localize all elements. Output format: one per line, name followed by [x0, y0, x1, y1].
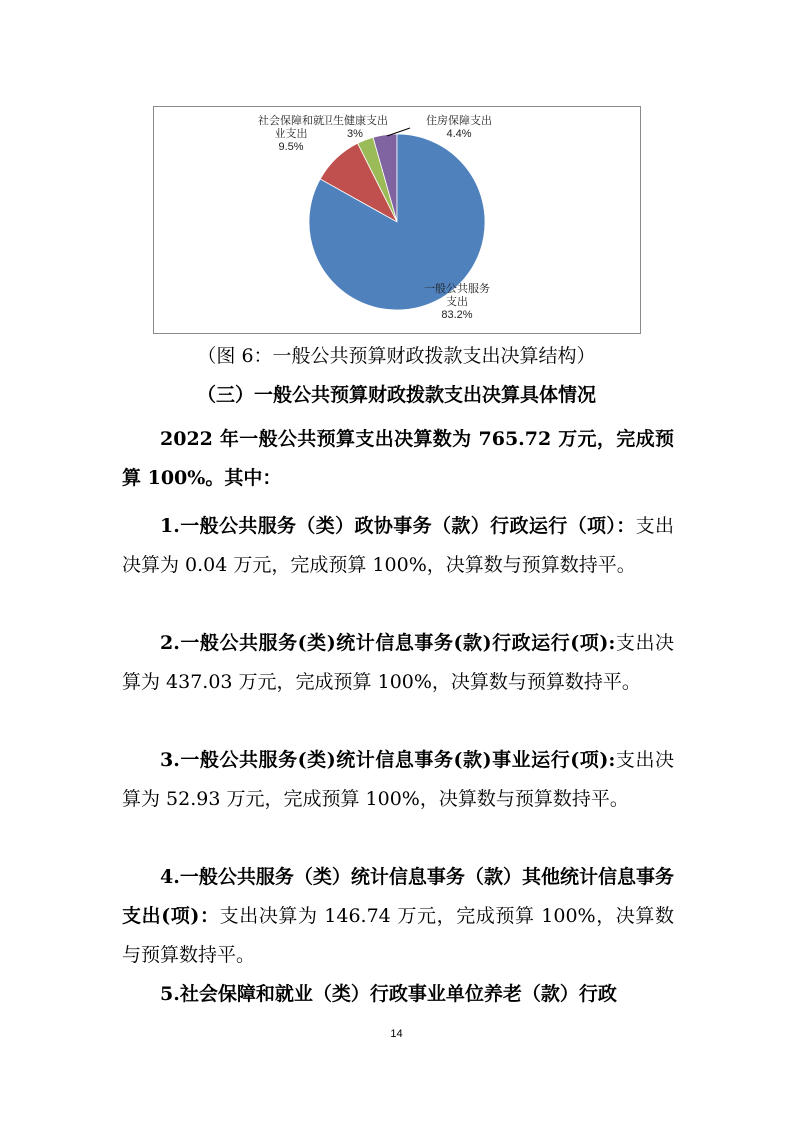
pie-chart: [153, 106, 641, 334]
item-paragraph-3: [122, 741, 674, 819]
label-general-line2: 支出: [446, 296, 468, 308]
label-general-line1: 一般公共服务: [424, 283, 490, 295]
item-1-body: 支出决算为 0.04 万元，完成预算 100%，决算数与预算数持平。: [122, 515, 674, 576]
intro-text: 2022 年一般公共预算支出决算数为 765.72 万元，完成预算 100%。其中：: [122, 428, 674, 489]
item-2-body: 支出决算为 437.03 万元，完成预算 100%，决算数与预算数持平。: [122, 632, 674, 693]
item-4-body: 支出决算为 146.74 万元，完成预算 100%，决算数与预算数持平。: [122, 905, 675, 966]
label-housing: [426, 115, 492, 141]
label-general: [424, 283, 490, 322]
label-social: [258, 115, 324, 154]
item-paragraph-4: [122, 858, 674, 975]
figure-caption: （图 6：一般公共预算财政拨款支出决算结构）: [197, 345, 596, 367]
label-general-pct: 83.2%: [441, 309, 473, 321]
label-social-pct: 9.5%: [278, 141, 304, 153]
label-health: [322, 115, 388, 141]
label-social-line2: 业支出: [274, 128, 308, 140]
item-1-title: 1.一般公共服务（类）政协事务（款）行政运行（项）：: [160, 515, 636, 537]
item-2-title: 2.一般公共服务(类)统计信息事务(款)行政运行(项):: [160, 632, 616, 654]
item-paragraph-2: [122, 624, 674, 702]
pie-chart-svg: [154, 107, 642, 335]
label-social-line1: 社会保障和就: [258, 115, 324, 127]
page-number: 14: [390, 1028, 403, 1040]
item-3-body: 支出决算为 52.93 万元，完成预算 100%，决算数与预算数持平。: [122, 749, 674, 810]
label-health-line1: 卫生健康支出: [322, 115, 388, 127]
item-5-title: 5.社会保障和就业（类）行政事业单位养老（款）行政: [160, 983, 617, 1005]
label-health-pct: 3%: [347, 128, 363, 140]
item-paragraph-1: [122, 507, 674, 585]
item-paragraph-5: [122, 975, 674, 1014]
label-housing-pct: 4.4%: [446, 128, 472, 140]
item-3-title: 3.一般公共服务(类)统计信息事务(款)事业运行(项):: [160, 749, 616, 771]
intro-paragraph: [122, 420, 674, 498]
item-4-title: 4.一般公共服务（类）统计信息事务（款）其他统计信息事务支出(项)：: [122, 866, 674, 927]
section-heading: （三）一般公共预算财政拨款支出决算具体情况: [196, 384, 596, 406]
label-housing-line1: 住房保障支出: [426, 115, 492, 127]
